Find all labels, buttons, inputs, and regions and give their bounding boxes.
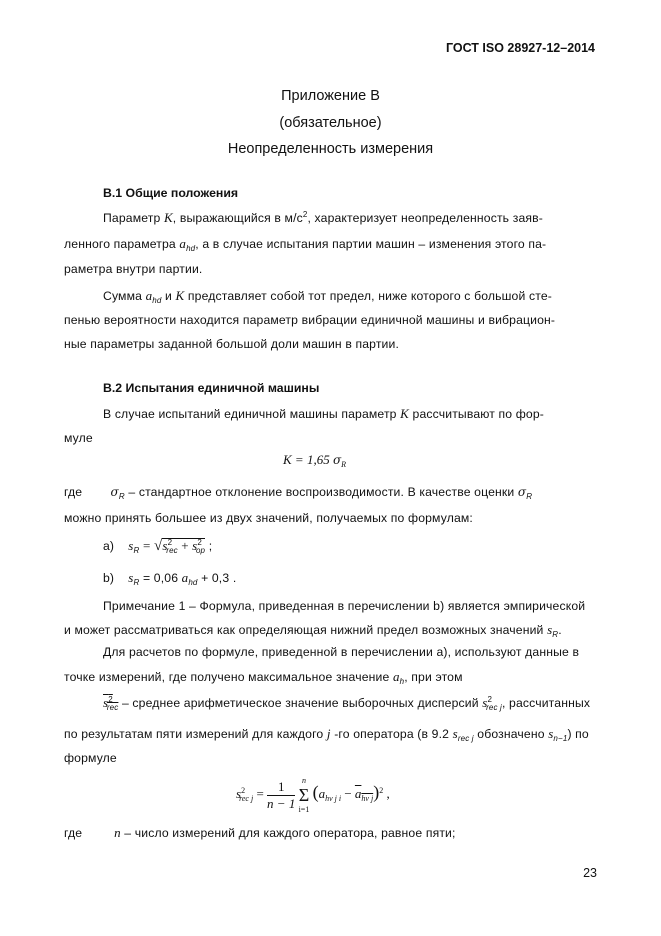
s1-p2-line2: пенью вероятности находится параметр вибрации единичной машины и вибрацион- xyxy=(64,313,556,327)
formula-variance: $s^2_{rec j}$ = $\frac{1}{n - 1}$ n Σ i=1 $(a_{hv j i} - a_{hv j})^2$ , xyxy=(236,776,390,814)
s2-p3-line1: Для расчетов по формуле, приведенной в перечислении а), используют данные в xyxy=(103,645,580,659)
s1-p1-line3: раметра внутри партии. xyxy=(64,262,203,276)
s1-p1-line1: Параметр K, выражающийся в $м/с^2$, характеризует неопределенность заяв- xyxy=(103,210,543,225)
formula-item-a: а) $s_R = √s^2_{rec} + s^2_{op}$ ; xyxy=(103,538,213,555)
s2-p2-line1: где $\sigma_R$ – стандартное отклонение воспроизводимости. В качестве оценки $\sigma_R$ xyxy=(64,485,533,501)
section-b1-heading: В.1 Общие положения xyxy=(103,186,239,200)
s2-p4-line2: по результатам пяти измерений для каждого j -го оператора (в 9.2 $s_{rec j}$ обозначено $s_{n-1}$) по xyxy=(64,726,589,743)
document-header: ГОСТ ISO 28927-12–2014 xyxy=(445,41,595,55)
s1-p2-line3: ные параметры заданной большой доли машин в партии. xyxy=(64,337,400,351)
s2-p3-line2: точке измерений, где получено максимальное значение $a_h$, при этом xyxy=(64,669,463,686)
s2-p5-line1: где n – число измерений для каждого оператора, равное пяти; xyxy=(64,825,456,840)
annex-title: Приложение В xyxy=(281,88,380,104)
s1-p1-line2: ленного параметра $a_{hd}$, а в случае испытания партии машин – изменения этого па- xyxy=(64,236,547,253)
note-line2: и может рассматриваться как определяющая нижний предел возможных значений $s_R$. xyxy=(64,622,562,639)
s1-p2-line1: Сумма $a_{hd}$ и K представляет собой тот предел, ниже которого с большой сте- xyxy=(103,288,552,305)
s2-p4-line3: формуле xyxy=(64,751,117,765)
annex-subject: Неопределенность измерения xyxy=(227,141,434,157)
page-number: 23 xyxy=(583,866,597,880)
s2-p4-line1: $s^2_{rec}$ – среднее арифметическое значение выборочных дисперсий $s^2_{rec j}$, рассчитанных xyxy=(103,695,591,712)
section-b2-heading: В.2 Испытания единичной машины xyxy=(103,381,320,395)
s2-p1-line1: В случае испытаний единичной машины параметр K рассчитывают по фор- xyxy=(103,406,544,421)
annex-status: (обязательное) xyxy=(279,115,382,131)
s2-p2-line2: можно принять большее из двух значений, получаемых по формулам: xyxy=(64,511,473,525)
formula-item-b: b) $s_R = 0,06$ $a_{hd} + 0,3$ . xyxy=(103,570,237,587)
s2-p1-line2: муле xyxy=(64,431,93,445)
note-line1: Примечание 1 – Формула, приведенная в перечислении b) является эмпирической xyxy=(103,599,586,613)
formula-k: K = 1,65 $\sigma_R$ xyxy=(283,452,347,469)
